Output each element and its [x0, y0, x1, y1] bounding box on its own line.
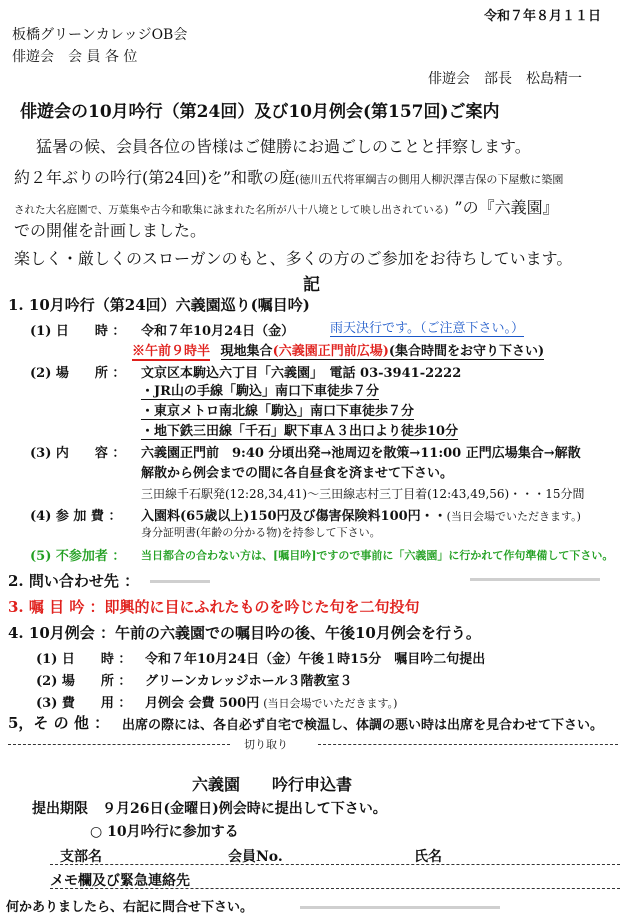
s1-datetime-value: 令和７年10月24日（金） — [141, 324, 295, 339]
s4-fee-value: 月例会 会費 500円 — [145, 696, 260, 711]
sender: 俳遊会 部長 松島精一 — [428, 71, 582, 87]
access-mita: ・地下鉄三田線「千石」駅下車Ａ３出口より徒歩10分 — [141, 420, 458, 440]
s1-meet-line — [132, 340, 544, 359]
cut-line-left — [8, 744, 230, 745]
form-deadline: 提出期限 ９月26日(金曜日)例会時に提出して下さい。 — [32, 801, 387, 817]
s1-fee-line — [141, 505, 581, 524]
s4-fee-line — [145, 692, 397, 711]
s1-content-1: 六義園正門前 9:40 分頃出発→池周辺を散策→11:00 正門広場集合→解散 — [141, 446, 581, 461]
meet-time: ※午前９時半 — [132, 344, 211, 359]
intro-line-3 — [14, 195, 559, 218]
intro-line-5: 楽しく・厳しくのスローガンのもと、多くの方のご参加をお待ちしています。 — [14, 249, 573, 268]
cut-label: 切り取り — [244, 738, 288, 751]
s1-fee-value: 入園料(65歳以上)150円及び傷害保険料100円・・ — [141, 509, 447, 524]
s4-fee-label: (3) 費 用 ： — [36, 696, 132, 711]
s4-place-label: (2) 場 所 ： — [36, 674, 132, 689]
s4-place-value: グリーンカレッジホール３階教室３ — [145, 674, 353, 689]
redacted-phone — [470, 578, 600, 581]
s4-fee-note: (当日会場でいただきます。) — [263, 697, 398, 710]
intro-note-cont: された大名庭園で、万葉集や古今和歌集に詠まれた名所が八十八境として映し出されている) — [14, 204, 449, 216]
s1-place-label: (2) 場 所 ： — [30, 366, 126, 381]
s1-place-value: 文京区本駒込六丁目「六義園」 電話 03-3941-2222 — [141, 366, 462, 381]
s1-content-3: 三田線千石駅発(12:28,34,41)～三田線志村三丁目着(12:43,49,56)・・・15分間 — [141, 487, 585, 501]
cut-line-right — [318, 744, 618, 745]
section-4-heading: 4. 10月例会 ：午前の六義園での嘱目吟の後、午後10月例会を行う。 — [8, 624, 481, 642]
s1-content-label: (3) 内 容 ： — [30, 446, 126, 461]
memo-entry-line[interactable] — [50, 888, 620, 889]
s4-datetime-value: 令和７年10月24日（金）午後１時15分 嘱目吟二句提出 — [145, 652, 486, 667]
meet-place: (六義園正門前広場) — [272, 344, 389, 359]
branch-label: 支部名 — [60, 849, 102, 865]
s1-datetime-label: (1) 日 時 ： — [30, 324, 126, 339]
s1-content-2: 解散から例会までの間に各自昼食を済ませて下さい。 — [141, 466, 454, 481]
intro-text: 約２年ぶりの吟行(第24回)を”和歌の庭 — [14, 168, 296, 187]
meet-label: 現地集合 — [220, 344, 273, 359]
member-no-label: 会員No. — [228, 849, 283, 865]
recipient-members: 俳遊会 会 員 各 位 — [12, 49, 138, 65]
form-entry-line[interactable] — [50, 864, 620, 865]
s1-absent-value: 当日都合の合わない方は、[嘱目吟]ですので事前に「六義園」に行かれて作句準備して下さい。 — [141, 549, 614, 562]
section-5-text: 出席の際には、各自必ず自宅で検温し、体調の悪い時は出席を見合わせて下さい。 — [122, 718, 604, 733]
ki-heading: 記 — [303, 275, 320, 295]
document-title: 俳遊会の10月吟行（第24回）及び10月例会(第157回)ご案内 — [20, 102, 500, 122]
form-footer: 何かありましたら、右記に問合せ下さい。 — [6, 900, 254, 915]
intro-line-2 — [14, 165, 563, 188]
recipient-org: 板橋グリーンカレッジOB会 — [12, 27, 188, 43]
form-title: 六義園 吟行申込書 — [192, 775, 353, 794]
s1-absent-label: (5) 不参加者 ： — [30, 549, 126, 564]
intro-line-4: での開催を計画しました。 — [14, 221, 207, 240]
s1-id-note: 身分証明書(年齢の分かる物)を持参して下さい。 — [141, 526, 381, 539]
section-5-heading: 5，そ の 他 ： — [8, 714, 110, 732]
intro-garden-name: ”の『六義園』 — [454, 198, 559, 217]
section-1-heading: 1. 10月吟行（第24回）六義園巡り(嘱目吟) — [8, 296, 310, 314]
redacted-footer-contact — [300, 906, 500, 909]
greeting: 猛暑の候、会員各位の皆様はご健勝にお過ごしのことと拝察します。 — [36, 137, 531, 156]
redacted-contact — [150, 580, 210, 583]
intro-note: (徳川五代将軍綱吉の側用人柳沢澤吉保の下屋敷に築園 — [295, 173, 564, 186]
s1-fee-note: (当日会場でいただきます。) — [446, 510, 581, 523]
section-3-heading: 3. 嘱 目 吟 ：即興的に目にふれたものを吟じた句を二句投句 — [8, 598, 420, 616]
access-jr: ・JR山の手線「駒込」南口下車徒歩７分 — [141, 380, 379, 400]
form-attend-option[interactable]: ○ 10月吟行に参加する — [90, 824, 239, 840]
document-date: 令和７年８月１１日 — [484, 9, 602, 24]
s1-fee-label: (4) 参 加 費 ： — [30, 509, 122, 524]
rain-notice: 雨天決行です。（ご注意下さい。） — [330, 317, 524, 337]
name-label: 氏名 — [414, 849, 442, 865]
meet-note: (集合時間をお守り下さい) — [388, 344, 545, 359]
section-2-heading: 2. 問い合わせ先 ： — [8, 572, 140, 590]
s4-datetime-label: (1) 日 時 ： — [36, 652, 132, 667]
access-metro: ・東京メトロ南北線「駒込」南口下車徒歩７分 — [141, 400, 414, 420]
memo-label: メモ欄及び緊急連絡先 — [50, 873, 190, 889]
